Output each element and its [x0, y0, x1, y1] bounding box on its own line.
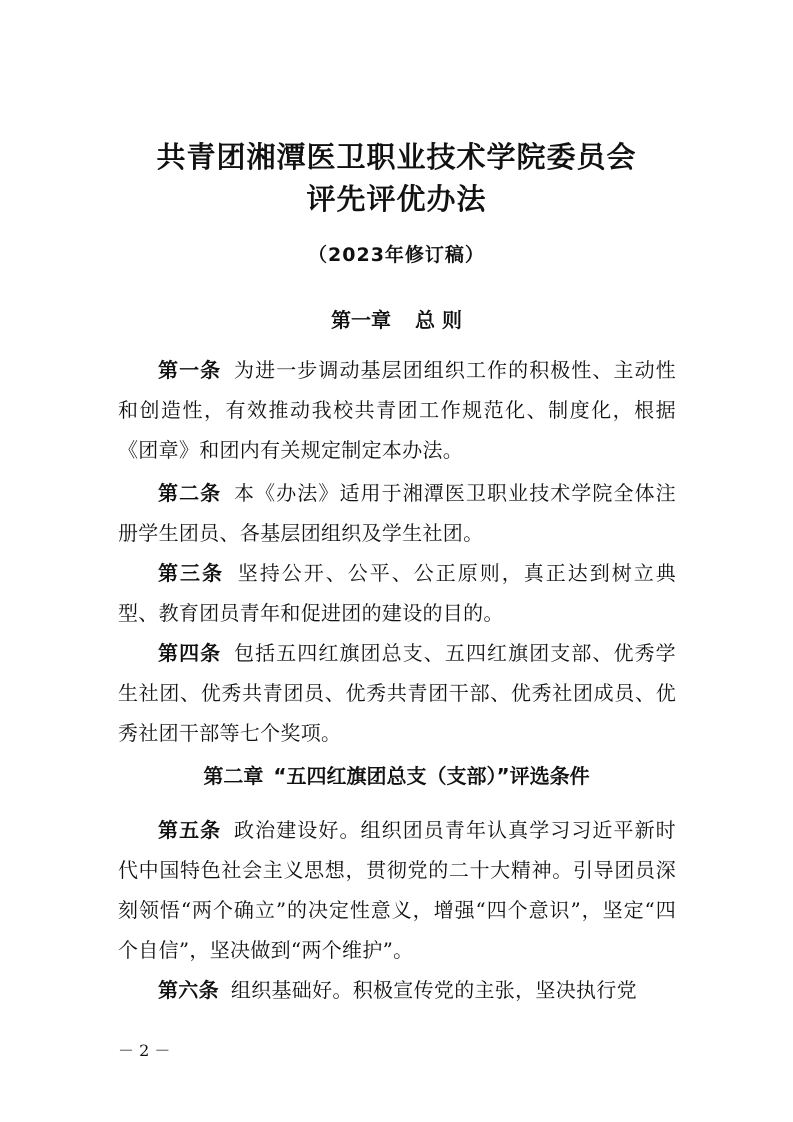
article-label: 第三条: [158, 561, 224, 585]
chapter-heading-2: [0, 761, 793, 791]
article-label: 第六条: [158, 978, 219, 1002]
article-label: 第一条: [158, 358, 222, 382]
page-number: － 2 －: [118, 1041, 171, 1060]
article-text: 政治建设好。组织团员青年认真学习习近平新时代中国特色社会主义思想，贯彻党的二十大精神。引导团员深刻领悟“两个确立”的决定性意义，增强“四个意识”，坚定“四个自信”，坚决做到“两个维护”。: [118, 818, 676, 962]
document-title-line1: 共青团湘潭医卫职业技术学院委员会: [156, 140, 637, 174]
article-1: [118, 350, 676, 470]
article-6: [118, 970, 676, 1010]
chapter-number: 第一章: [331, 308, 392, 332]
article-2: [118, 473, 676, 553]
chapter-heading-1: [0, 305, 793, 335]
article-4: [118, 633, 676, 753]
article-label: 第二条: [158, 481, 222, 505]
document-title-line2: 评先评优办法: [306, 182, 487, 216]
article-text: 为进一步调动基层团组织工作的积极性、主动性和创造性，有效推动我校共青团工作规范化、制度化，根据《团章》和团内有关规定制定本办法。: [118, 358, 676, 462]
article-3: [118, 553, 676, 633]
article-text: 组织基础好。积极宣传党的主张，坚决执行党: [230, 978, 637, 1002]
article-text: 本《办法》适用于湘潭医卫职业技术学院全体注册学生团员、各基层团组织及学生社团。: [118, 481, 676, 545]
chapter-title: 总 则: [415, 308, 462, 332]
chapter-number: 第二章: [203, 764, 264, 788]
article-label: 第四条: [158, 641, 222, 665]
article-5: [118, 810, 676, 970]
article-label: 第五条: [158, 818, 222, 842]
article-text: 坚持公开、公平、公正原则，真正达到树立典型、教育团员青年和促进团的建设的目的。: [118, 561, 676, 625]
article-text: 包括五四红旗团总支、五四红旗团支部、优秀学生社团、优秀共青团员、优秀共青团干部、优秀社团成员、优秀社团干部等七个奖项。: [118, 641, 676, 745]
document-subtitle: （2023年修订稿）: [308, 244, 485, 266]
chapter-title: “五四红旗团总支（支部）”评选条件: [273, 764, 590, 788]
